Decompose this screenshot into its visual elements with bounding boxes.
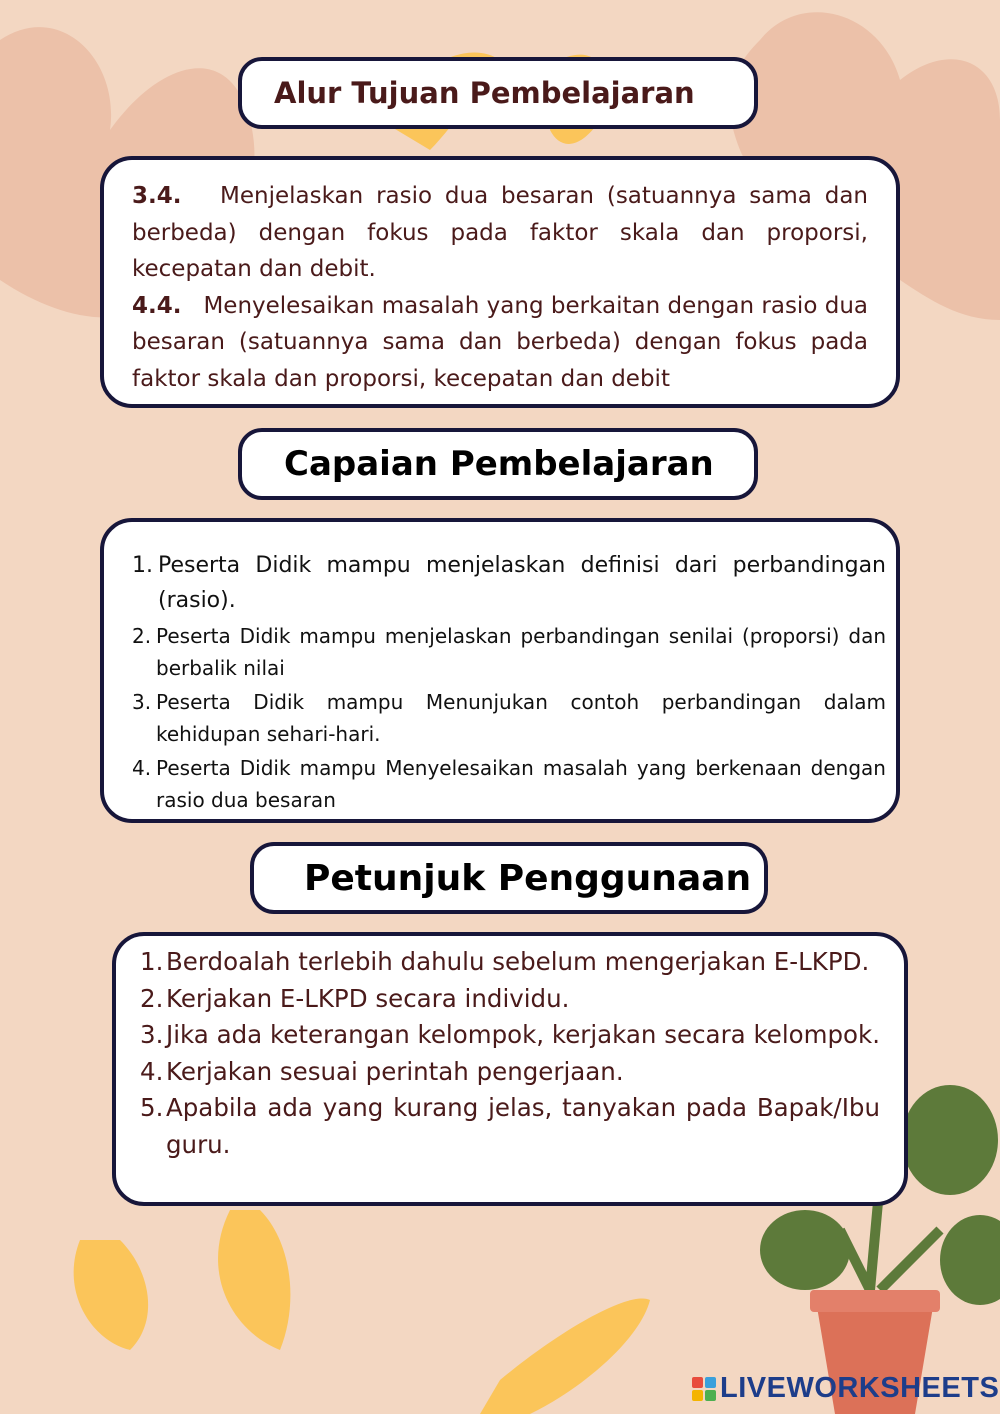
cp-item-number: 1. <box>132 553 153 578</box>
cp-box <box>100 518 900 823</box>
atp-item <box>132 178 868 288</box>
cp-list-item <box>132 752 886 816</box>
liveworksheets-watermark[interactable] <box>692 1372 999 1405</box>
petunjuk-list-item <box>140 981 880 1018</box>
petunjuk-list-item <box>140 1054 880 1091</box>
petunjuk-item-number: 5. <box>140 1093 164 1122</box>
cp-list-item <box>132 686 886 750</box>
atp-item-text: Menyelesaikan masalah yang berkaitan dengan rasio dua besaran (satuannya sama dan berbeda) dengan fokus pada faktor skala dan proporsi, kecepatan dan debit <box>132 292 868 392</box>
yellow-shape-mid <box>218 1210 290 1350</box>
cp-item-text: Peserta Didik mampu menjelaskan perbandingan senilai (proporsi) dan berbalik nilai <box>156 624 886 680</box>
petunjuk-item-text: Apabila ada yang kurang jelas, tanyakan pada Bapak/Ibu guru. <box>166 1093 880 1159</box>
cp-item-text: Peserta Didik mampu menjelaskan definisi dari perbandingan (rasio). <box>158 553 886 613</box>
petunjuk-list-item <box>140 1090 880 1163</box>
atp-item-number: 3.4. <box>132 183 182 209</box>
petunjuk-list <box>140 944 880 1163</box>
petunjuk-list-item <box>140 1017 880 1054</box>
cp-item-text: Peserta Didik mampu Menunjukan contoh perbandingan dalam kehidupan sehari-hari. <box>156 690 886 746</box>
petunjuk-item-text: Kerjakan E-LKPD secara individu. <box>166 983 570 1013</box>
petunjuk-item-number: 1. <box>140 947 164 976</box>
atp-title-pill <box>238 57 758 129</box>
atp-title: Alur Tujuan Pembelajaran <box>274 76 695 110</box>
petunjuk-list-item <box>140 944 880 981</box>
petunjuk-item-number: 3. <box>140 1020 164 1049</box>
atp-box <box>100 156 900 408</box>
cp-item-text: Peserta Didik mampu Menyelesaikan masalah yang berkenaan dengan rasio dua besaran <box>156 756 886 812</box>
petunjuk-item-text: Kerjakan sesuai perintah pengerjaan. <box>166 1056 624 1086</box>
yellow-shape-left <box>74 1240 148 1350</box>
petunjuk-item-number: 2. <box>140 983 164 1013</box>
cp-item-number: 4. <box>132 756 152 780</box>
petunjuk-title-pill <box>250 842 768 914</box>
petunjuk-item-text: Jika ada keterangan kelompok, kerjakan secara kelompok. <box>166 1020 881 1049</box>
atp-item <box>132 288 868 398</box>
petunjuk-item-text: Berdoalah terlebih dahulu sebelum mengerjakan E-LKPD. <box>166 947 870 976</box>
petunjuk-box <box>112 932 908 1206</box>
cp-item-number: 3. <box>132 690 152 714</box>
petunjuk-title: Petunjuk Penggunaan <box>304 857 752 899</box>
liveworksheets-wordmark: LIVEWORKSHEETS <box>720 1372 1000 1404</box>
cp-list <box>132 548 886 816</box>
atp-item-number: 4.4. <box>132 292 182 319</box>
cp-list-item <box>132 620 886 684</box>
atp-item-text: Menjelaskan rasio dua besaran (satuannya sama dan berbeda) dengan fokus pada faktor skala dan proporsi, kecepatan dan debit. <box>132 183 868 282</box>
cp-item-number: 2. <box>132 624 152 648</box>
petunjuk-item-number: 4. <box>140 1056 164 1086</box>
yellow-shape-bottom <box>480 1298 650 1414</box>
cp-title-pill <box>238 428 758 500</box>
cp-title: Capaian Pembelajaran <box>284 444 714 484</box>
cp-list-item <box>132 548 886 618</box>
liveworksheets-logo-icon <box>692 1377 716 1401</box>
